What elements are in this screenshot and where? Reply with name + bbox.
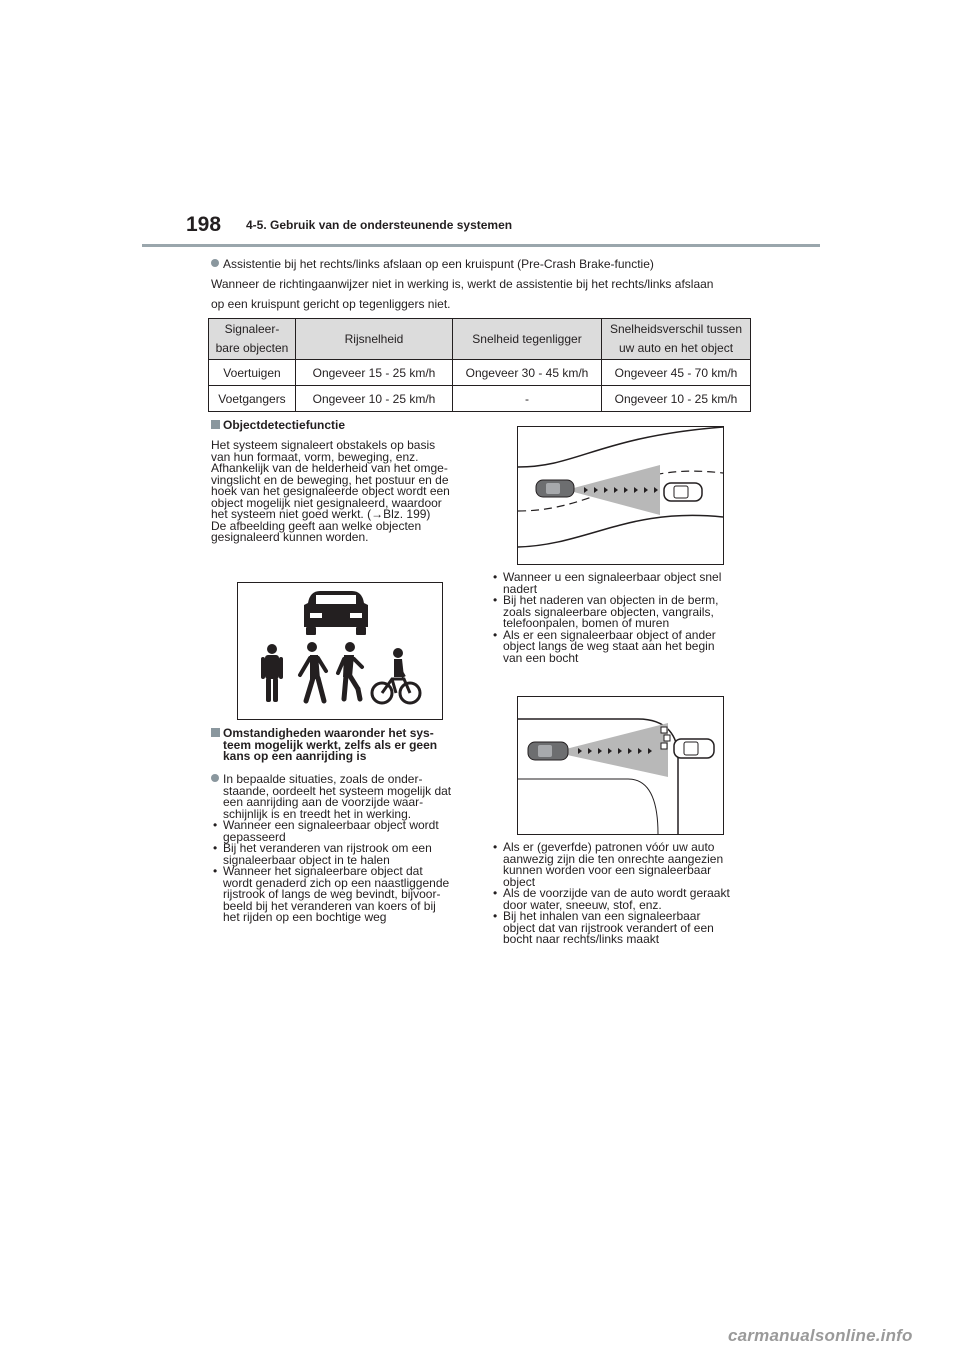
car-icon — [304, 591, 368, 635]
bullet-dot-icon — [211, 774, 219, 782]
pedestrian-standing-icon — [261, 644, 283, 702]
pedestrian-running-icon — [338, 642, 362, 699]
curved-road-illustration — [518, 427, 723, 564]
target-car-icon — [674, 739, 714, 758]
object-detection-heading: Objectdetectiefunctie — [211, 420, 345, 432]
intro-bullet-text: Assistentie bij het rechts/links afslaan op een kruispunt (Pre-Crash Brake-functie) — [223, 257, 654, 271]
circumstances-heading: Omstandigheden waaronder het sys- teem mogelijk werkt, zelfs als er geen kans op een aanrijding is — [211, 728, 481, 763]
intro-bullet — [211, 256, 771, 272]
list-item: • Wanneer u een signaleerbaar object snel nadert — [491, 572, 751, 595]
list-item: • Bij het naderen van objecten in de berm, zoals signaleerbare objecten, vangrails, telefoonpalen, bomen of muren — [491, 595, 751, 630]
own-car-icon — [536, 480, 574, 497]
square-bullet-icon — [211, 420, 220, 429]
intro-para-line-2: op een kruispunt gericht op tegenliggers niet. — [211, 297, 451, 311]
table-header-cell: Rijsnelheid — [296, 319, 453, 360]
list-item: • Bij het inhalen van een signaleerbaar object dat van rijstrook verandert of een bocht naar rechts/links maakt — [491, 911, 756, 946]
curved-road-figure — [517, 426, 724, 565]
detectable-objects-figure — [237, 582, 443, 720]
list-item: • Wanneer het signaleerbare object dat wordt genaderd zich op een naastliggende rijstrook of langs de weg bevindt, bijvoor- beeld bij het veranderen van koers of bij het rijden op een bochtige weg — [211, 866, 481, 924]
corner-road-figure — [517, 696, 724, 835]
table-cell: Ongeveer 45 - 70 km/h — [602, 360, 751, 386]
bullet-dot-icon — [211, 259, 219, 267]
table-row — [209, 386, 751, 412]
intro-para-line-1: Wanneer de richtingaanwijzer niet in werking is, werkt de assistentie bij het rechts/links afslaan — [211, 277, 714, 291]
list-item: • Wanneer een signaleerbaar object wordt gepasseerd — [211, 820, 481, 843]
circumstances-bullet: In bepaalde situaties, zoals de onder- staande, oordeelt het systeem mogelijk dat een aanrijding aan de voorzijde waar- schijnlijk is en treedt het in werking. — [211, 774, 481, 820]
list-item: • Als er een signaleerbaar object of ander object langs de weg staat aan het begin van een bocht — [491, 630, 751, 665]
detectable-objects-illustration — [238, 583, 442, 719]
table-header-cell: Snelheid tegenligger — [453, 319, 602, 360]
table-header-cell: Snelheidsverschil tussen uw auto en het object — [602, 319, 751, 360]
list-item: • Als er (geverfde) patronen vóór uw auto aanwezig zijn die ten onrechte aangezien kunnen worden voor een signaleerbaar object — [491, 842, 756, 888]
own-car-icon — [528, 742, 568, 760]
table-cell: Ongeveer 10 - 25 km/h — [296, 386, 453, 412]
right-list-1 — [491, 572, 751, 664]
table-cell: Voertuigen — [209, 360, 296, 386]
cyclist-icon — [372, 648, 420, 703]
table-row — [209, 360, 751, 386]
target-car-icon — [664, 483, 702, 501]
header-divider — [142, 244, 820, 247]
circumstances-list — [211, 820, 481, 924]
table-cell: Ongeveer 15 - 25 km/h — [296, 360, 453, 386]
table-cell: Voetgangers — [209, 386, 296, 412]
watermark: carmanualsonline.info — [728, 1326, 913, 1345]
list-item: • Bij het veranderen van rijstrook om een signaleerbaar object in te halen — [211, 843, 481, 866]
table-cell: - — [453, 386, 602, 412]
section-title: 4-5. Gebruik van de ondersteunende systemen — [246, 218, 513, 232]
table-cell: Ongeveer 30 - 45 km/h — [453, 360, 602, 386]
object-detection-text: Het systeem signaleert obstakels op basis van hun formaat, vorm, beweging, enz. Afhankelijk van de helderheid van het omge- vingslicht en de beweging, het postuur en de hoek van het gesignaleerde object wordt een object mogelijk niet gesignaleerd, waardoor het systeem niet goed werkt. (→Blz. 199) De afbeelding geeft aan welke objecten gesignaleerd kunnen worden. — [211, 438, 450, 544]
table-header-cell: Signaleer- bare objecten — [209, 319, 296, 360]
detection-speed-table — [208, 318, 751, 412]
square-bullet-icon — [211, 728, 220, 737]
corner-road-illustration — [518, 697, 723, 834]
pedestrian-walking-icon — [300, 642, 326, 701]
right-list-2 — [491, 842, 756, 946]
table-cell: Ongeveer 10 - 25 km/h — [602, 386, 751, 412]
list-item: • Als de voorzijde van de auto wordt geraakt door water, sneeuw, stof, enz. — [491, 888, 756, 911]
page-number: 198 — [186, 213, 222, 236]
table-header-row — [209, 319, 751, 360]
